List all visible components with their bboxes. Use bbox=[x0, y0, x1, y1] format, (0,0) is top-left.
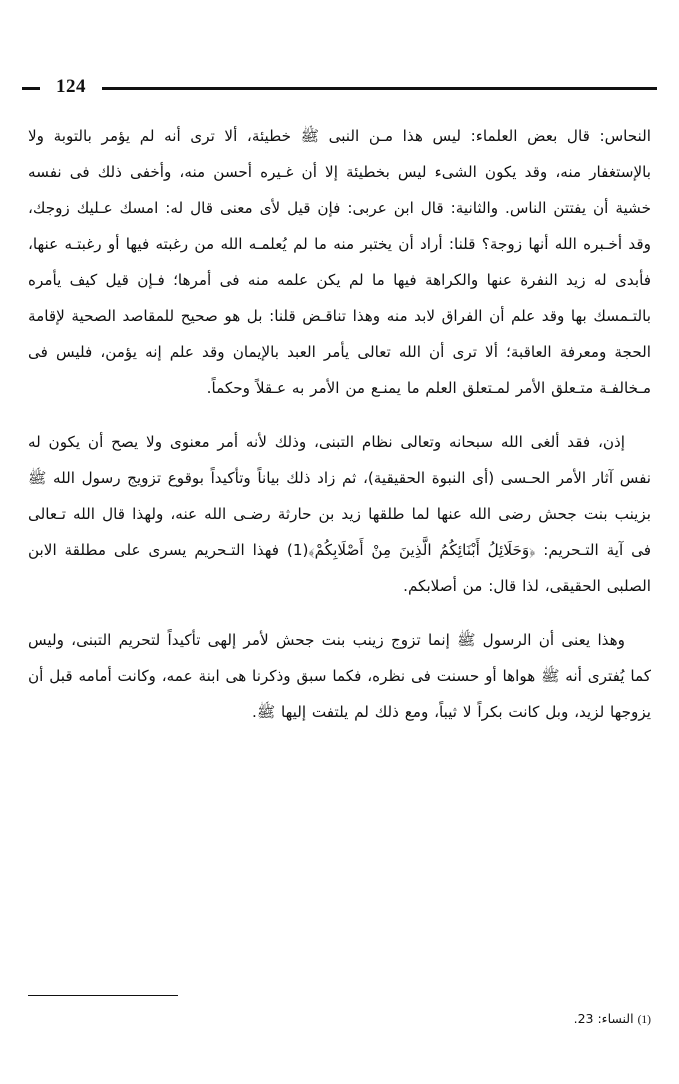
paragraph: النحاس: قال بعض العلماء: ليس هذا مـن النبى ﷺ خطيئة، ألا ترى أنه لم يؤمر بالتوبة ولا بالإستغفار منه، وقد يكون الشىء ليس بخطيئة إلا أن غـيره أحسن منه، وأخفى ذلك فى نفسه خشية أن يفتتن الناس. والثانية: قال ابن عربى: فإن قيل لأى معنى قال له: امسك عـليك زوجك، وقد أخـبره الله أنها زوجة؟ قلنا: أراد أن يختبر منه ما لم يُعلمـه الله من رغبته فيها أو رغبتـه عنها، فأبدى له زيد النفرة عنها والكراهة فيها ما لم يكن علمه منه فى أمرها؛ فـإن قيل كيف يأمره بالتـمسك بها وقد علم أن الفراق لابد منه وهذا تناقـض قلنا: بل هو صحيح للمقاصد الصحية لإقامة الحجة ومعرفة العاقبة؛ ألا ترى أن الله تعالى يأمر العبد بالإيمان وقد علم إنه يؤمن، فليس فى مـخالفـة متـعلق الأمر لمـتعلق العلم ما يمنـع من الأمر به عـقلاً وحكماً. bbox=[28, 127, 651, 397]
page-content bbox=[28, 118, 651, 748]
footnote-text: النساء: 23. bbox=[573, 1011, 634, 1026]
page-header bbox=[22, 74, 657, 100]
header-rule-short bbox=[22, 87, 40, 90]
header-rule bbox=[102, 87, 657, 90]
footnote-separator bbox=[28, 995, 178, 997]
footnote bbox=[28, 1011, 651, 1026]
page-number: 124 bbox=[56, 76, 86, 97]
paragraph: وهذا يعنى أن الرسول ﷺ إنما تزوج زينب بنت جحش لأمر إلهى تأكيداً لتحريم التبنى، وليس كما يُفترى أنه ﷺ هواها أو حسنت فى نظره، فكما سبق وذكرنا هى ابنة عمه، وكانت أمامه قبل أن يزوجها لزيد، وبل كانت بكراً لا ثيباً، ومع ذلك لم يلتفت إليها ﷺ. bbox=[28, 631, 651, 721]
paragraph: إذن، فقد ألغى الله سبحانه وتعالى نظام التبنى، وذلك لأنه أمر معنوى ولا يصح أن يكون له نفس آثار الأمر الحـسى (أى النبوة الحقيقية)، ثم زاد ذلك بياناً وتأكيداً بوقوع تزويج رسول الله ﷺ بزينب بنت جحش رضى الله عنها لما طلقها زيد بن حارثة رضـى الله عنه، ولهذا قال الله تـعالى فى آية التـحريم: ﴿وَحَلَائِلُ أَبْنَائِكُمُ الَّذِينَ مِنْ أَصْلَابِكُمْ﴾(1) فهذا التـحريم يسرى على مطلقة الابن الصلبى الحقيقى، لذا قال: من أصلابكم. bbox=[28, 433, 651, 595]
footnote-marker: (1) bbox=[637, 1014, 651, 1026]
